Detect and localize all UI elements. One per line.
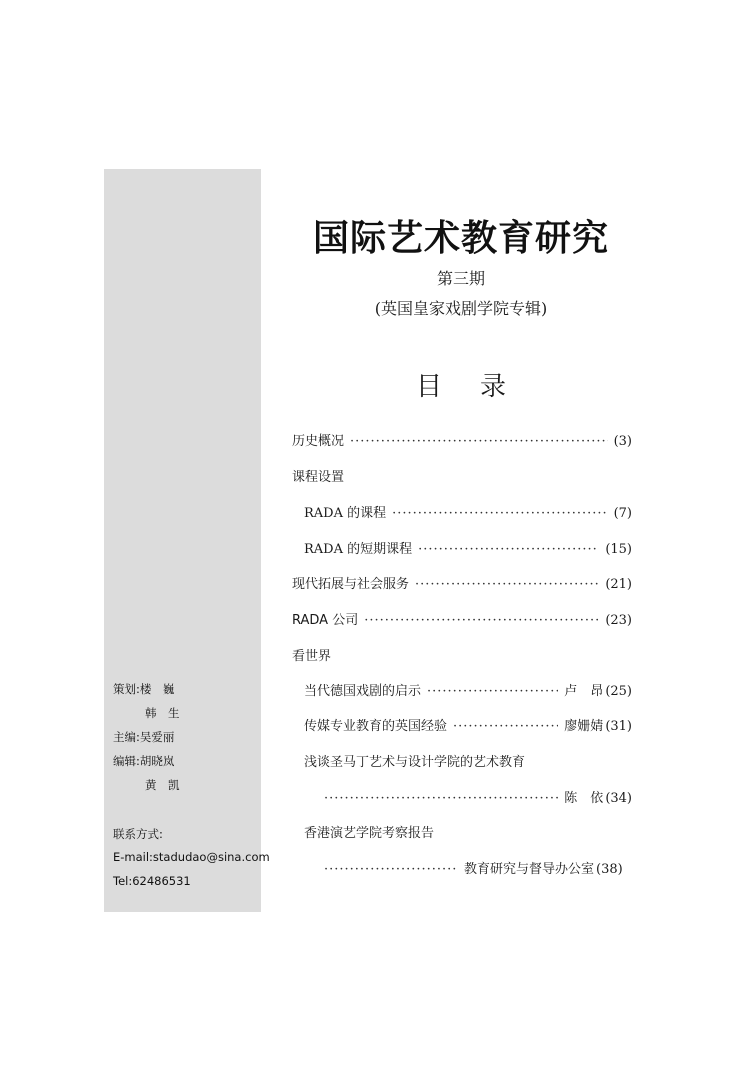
toc-entry-title-line[interactable] <box>304 822 632 842</box>
toc-entry[interactable] <box>304 715 632 735</box>
toc-entry-page: (7) <box>613 506 632 521</box>
contents-heading: 目录 <box>415 372 544 402</box>
planning-label: 策划: <box>113 682 140 696</box>
toc-entry-page: (31) <box>605 719 632 734</box>
toc-entry-page: (34) <box>605 791 632 806</box>
chief-editor-credit: 主编:吴爱丽 <box>113 730 175 744</box>
toc-entry[interactable] <box>292 430 632 450</box>
toc-entry-title: 现代拓展与社会服务 <box>292 577 410 592</box>
toc-entry-page: (25) <box>605 684 632 699</box>
issue-subtitle: (英国皇家戏剧学院专辑) <box>374 299 548 318</box>
contact-tel: Tel:62486531 <box>113 874 191 888</box>
editor-credit <box>113 753 174 769</box>
toc-section-title: 看世界 <box>292 649 332 664</box>
editors-label: 编辑: <box>113 754 140 768</box>
toc-entry[interactable] <box>292 609 632 629</box>
toc-entry-title: 传媒专业教育的英国经验 <box>304 719 448 734</box>
toc-leader-dots <box>364 613 599 628</box>
editor-name-2: 黄 凯 <box>145 778 180 792</box>
toc-entry-continuation[interactable] <box>324 787 632 807</box>
toc-entry-author: 廖姗婧 <box>564 719 604 734</box>
toc-entry-author: 卢 昂 <box>564 684 604 699</box>
toc-leader-dots <box>392 506 607 521</box>
toc-entry-author: 教育研究与督导办公室 <box>464 862 595 877</box>
toc-entry-author: 陈 依 <box>564 791 604 806</box>
toc-entry[interactable] <box>304 680 632 700</box>
toc-entry-page: (3) <box>613 434 632 449</box>
planning-credit <box>113 681 174 697</box>
toc-entry-title-line[interactable] <box>304 751 632 771</box>
toc-entry-title: 当代德国戏剧的启示 <box>304 684 422 699</box>
toc-leader-dots <box>350 434 608 449</box>
toc-entry-page: (23) <box>605 613 632 628</box>
contact-email: E-mail:stadudao@sina.com <box>113 850 270 864</box>
toc-entry[interactable] <box>304 502 632 522</box>
toc-entry-title: 香港演艺学院考察报告 <box>304 826 435 841</box>
toc-entry-title: 历史概况 <box>292 434 345 449</box>
toc-entry-title: RADA 公司 <box>292 613 359 628</box>
toc-entry[interactable] <box>292 573 632 593</box>
planning-name-2: 韩 生 <box>145 706 180 720</box>
toc-entry-page: (15) <box>605 542 632 557</box>
planning-name-1: 楼 巍 <box>139 682 175 696</box>
toc-section-heading <box>292 645 632 665</box>
toc-entry-title: 浅谈圣马丁艺术与设计学院的艺术教育 <box>304 755 526 770</box>
toc-entry-page: (21) <box>605 577 632 592</box>
toc-entry[interactable] <box>304 538 632 558</box>
toc-entry-title: RADA 的短期课程 <box>304 542 413 557</box>
toc-leader-dots <box>415 577 599 592</box>
journal-title: 国际艺术教育研究 <box>312 217 609 259</box>
toc-leader-dots <box>427 684 558 699</box>
issue-number: 第三期 <box>436 269 485 288</box>
toc-section-heading <box>292 466 632 486</box>
sidebar-panel <box>104 169 261 912</box>
toc-section-title: 课程设置 <box>292 470 345 485</box>
toc-leader-dots <box>324 791 558 806</box>
toc-leader-dots <box>418 542 599 557</box>
contact-label: 联系方式: <box>113 827 163 841</box>
toc-entry-title: RADA 的课程 <box>304 506 387 521</box>
toc-entry-continuation[interactable] <box>324 858 632 878</box>
toc-leader-dots <box>324 862 458 877</box>
toc-entry-page: (38) <box>596 862 623 877</box>
editor-name-1: 胡晓岚 <box>139 754 175 768</box>
toc-leader-dots <box>453 719 558 734</box>
